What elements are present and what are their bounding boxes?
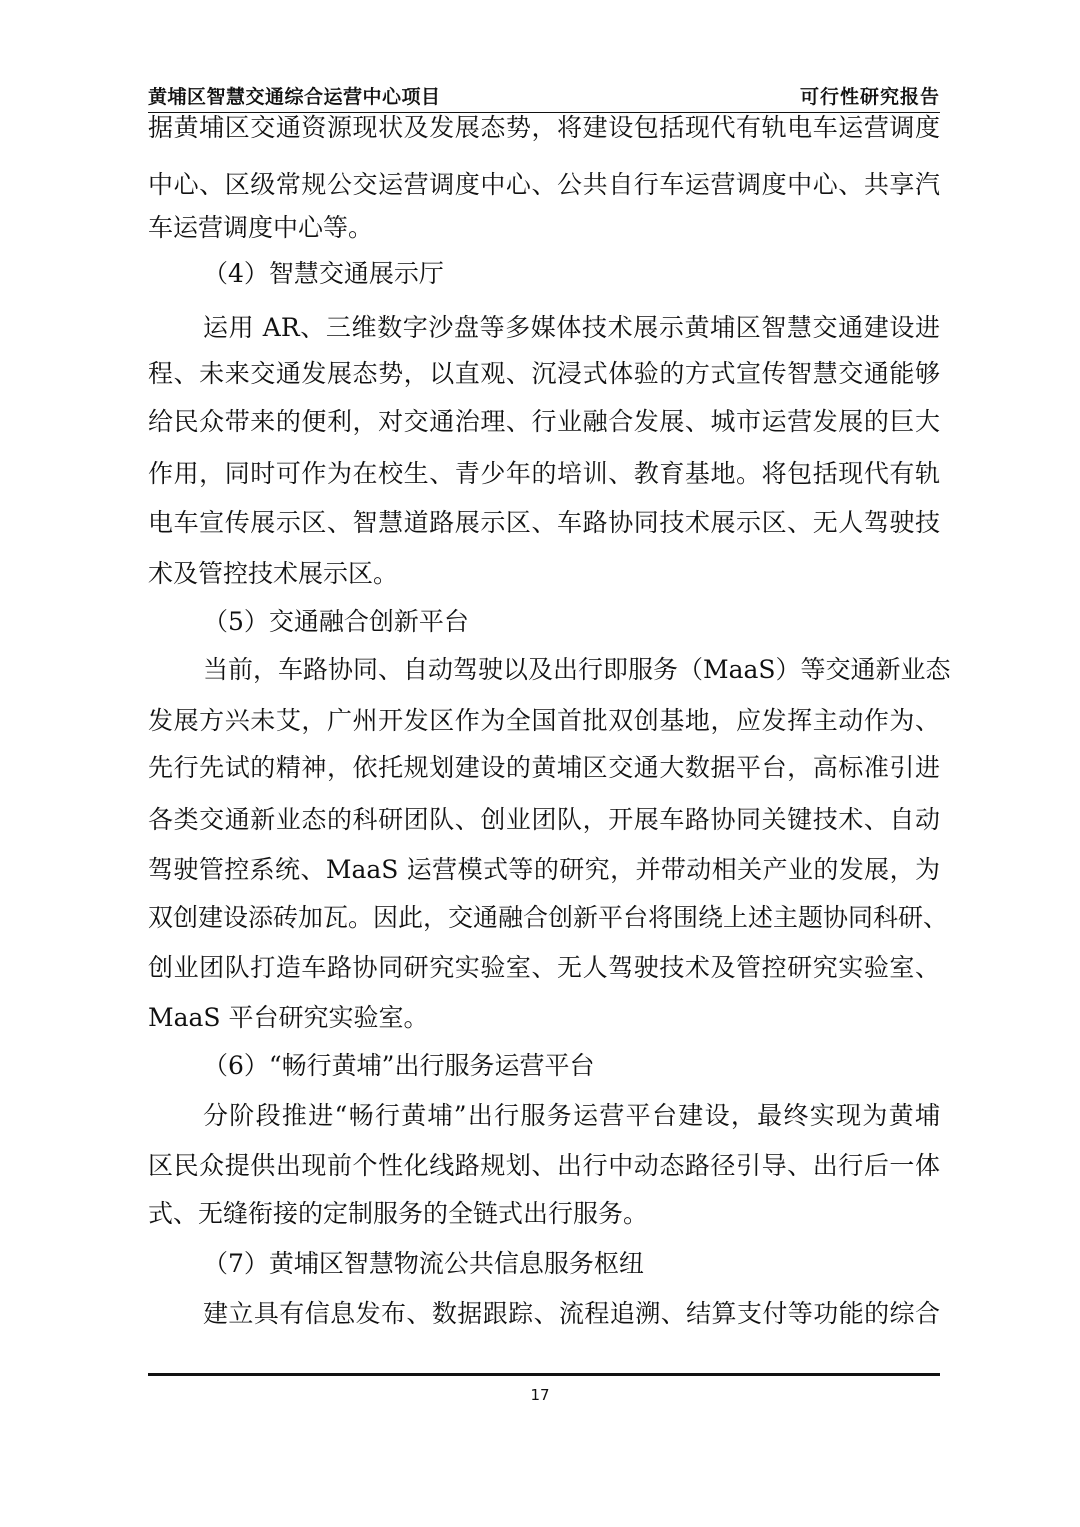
document-title: 黄埔区智慧交通综合运营中心项目	[148, 86, 441, 108]
section-heading-5: （5）交通融合创新平台	[203, 607, 469, 636]
body-line: 分阶段推进“畅行黄埔”出行服务运营平台建设，最终实现为黄埔	[203, 1101, 940, 1130]
body-line: 程、未来交通发展态势，以直观、沉浸式体验的方式宣传智慧交通能够	[148, 359, 940, 388]
section-heading-7: （7）黄埔区智慧物流公共信息服务枢纽	[203, 1249, 644, 1278]
page-header	[148, 78, 940, 113]
body-line: 各类交通新业态的科研团队、创业团队，开展车路协同关键技术、自动	[148, 805, 940, 834]
page-number: 17	[530, 1386, 550, 1404]
report-type-title: 可行性研究报告	[799, 86, 940, 108]
body-line: 建立具有信息发布、数据跟踪、流程追溯、结算支付等功能的综合	[203, 1299, 940, 1328]
body-line: 驾驶管控系统、MaaS 运营模式等的研究，并带动相关产业的发展，为	[148, 855, 940, 884]
body-line: 发展方兴未艾，广州开发区作为全国首批双创基地，应发挥主动作为、	[148, 706, 940, 735]
footer-divider	[148, 1373, 940, 1376]
body-line: 当前，车路协同、自动驾驶以及出行即服务（MaaS）等交通新业态	[203, 655, 951, 684]
body-line: 车运营调度中心等。	[148, 213, 374, 242]
body-line: 式、无缝衔接的定制服务的全链式出行服务。	[148, 1199, 649, 1228]
body-line: 据黄埔区交通资源现状及发展态势，将建设包括现代有轨电车运营调度	[148, 113, 940, 142]
section-heading-6: （6）“畅行黄埔”出行服务运营平台	[203, 1051, 595, 1080]
body-line: 创业团队打造车路协同研究实验室、无人驾驶技术及管控研究实验室、	[148, 953, 940, 982]
body-line: 先行先试的精神，依托规划建设的黄埔区交通大数据平台，高标准引进	[148, 753, 940, 782]
body-line: 电车宣传展示区、智慧道路展示区、车路协同技术展示区、无人驾驶技	[148, 508, 940, 537]
body-line: MaaS 平台研究实验室。	[148, 1003, 429, 1032]
body-line: 区民众提供出现前个性化线路规划、出行中动态路径引导、出行后一体	[148, 1151, 940, 1180]
body-line: 运用 AR、三维数字沙盘等多媒体技术展示黄埔区智慧交通建设进	[203, 313, 940, 342]
section-heading-4: （4）智慧交通展示厅	[203, 259, 444, 288]
body-line: 术及管控技术展示区。	[148, 559, 399, 588]
body-line: 双创建设添砖加瓦。因此，交通融合创新平台将围绕上述主题协同科研、	[148, 903, 949, 932]
body-line: 作用，同时可作为在校生、青少年的培训、教育基地。将包括现代有轨	[148, 459, 940, 488]
body-line: 中心、区级常规公交运营调度中心、公共自行车运营调度中心、共享汽	[148, 170, 940, 199]
body-line: 给民众带来的便利，对交通治理、行业融合发展、城市运营发展的巨大	[148, 407, 940, 436]
